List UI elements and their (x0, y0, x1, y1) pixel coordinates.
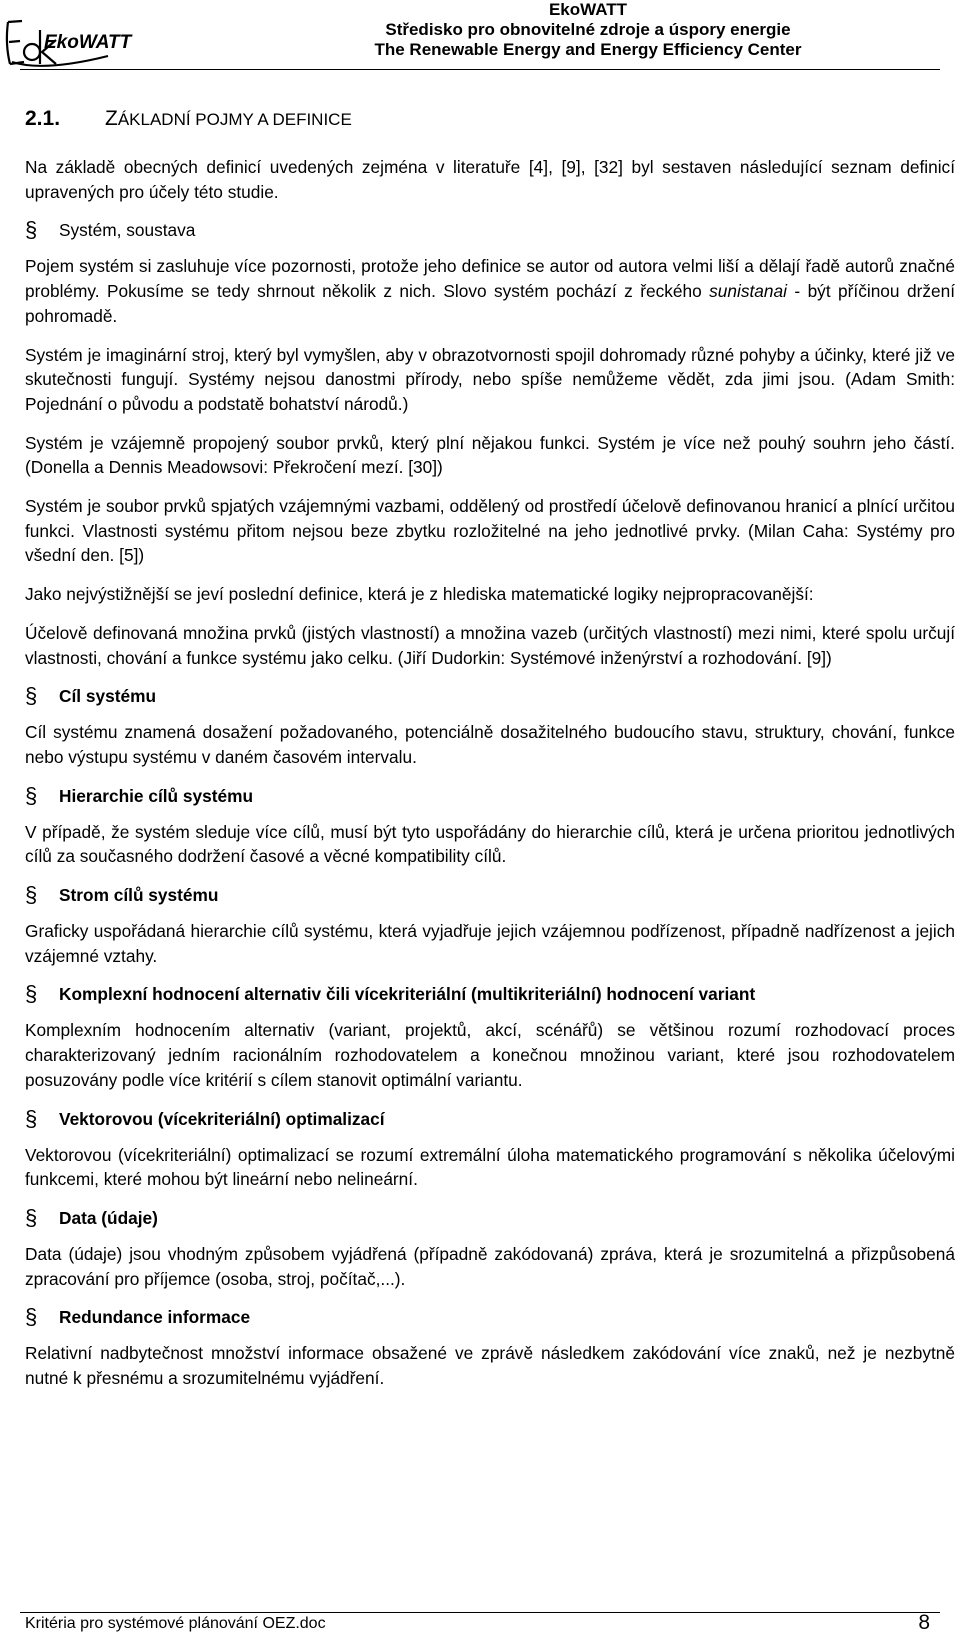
term-title: Cíl systému (59, 686, 157, 707)
page-header (0, 0, 960, 68)
logo-wordmark: EkoWATT (44, 32, 132, 53)
term-heading (25, 218, 955, 242)
header-subtitle-cz: Středisko pro obnovitelné zdroje a úspory energie (385, 20, 791, 39)
section-title (25, 106, 955, 133)
term-paragraph: Cíl systému znamená dosažení požadovaného, potenciálně dosažitelného budoucího stavu, struktury, chování, funkce nebo výstupu systému v daném časovém intervalu. (25, 722, 955, 767)
ekowatt-logo (4, 12, 132, 70)
document-body (25, 94, 955, 1405)
term-title: Systém, soustava (59, 220, 196, 241)
section-mark-icon: § (25, 1304, 38, 1330)
intro-paragraph: Na základě obecných definicí uvedených zejména v literatuře [4], [9], [32] byl sestaven následující seznam definicí upravených pro účely této studie. (25, 157, 955, 202)
header-subtitle-en: The Renewable Energy and Energy Efficiency Center (374, 40, 802, 59)
term-paragraph: Jako nejvýstižnější se jeví poslední definice, která je z hlediska matematické logiky nejpropracovanější: (25, 584, 814, 605)
term-heading (25, 684, 955, 708)
section-title-initial: Z (105, 107, 118, 130)
term-paragraph: Systém je vzájemně propojený soubor prvků, který plní nějakou funkci. Systém je více než pouhý souhrn jeho částí. (Donella a Dennis Meadowsovi: Překročení mezí. [30]) (25, 432, 955, 478)
section-mark-icon: § (25, 882, 38, 908)
section-mark-icon: § (25, 782, 38, 808)
section-mark-icon: § (25, 683, 38, 709)
term-paragraph: Data (údaje) jsou vhodným způsobem vyjádřená (případně zakódovaná) zpráva, která je srozumitelná a přizpůsobená zpracování pro příjemce (osoba, stroj, počítač,...). (25, 1243, 955, 1289)
header-text (263, 0, 913, 60)
section-number: 2.1. (25, 107, 61, 130)
term-heading (25, 1206, 955, 1230)
term-title: Data (údaje) (59, 1207, 158, 1228)
footer-doc-name: Kritéria pro systémové plánování OEZ.doc (25, 1615, 326, 1632)
section-mark-icon: § (25, 981, 38, 1007)
term-heading (25, 784, 955, 808)
term-title: Strom cílů systému (59, 885, 219, 906)
term-heading (25, 1305, 955, 1329)
section-mark-icon: § (25, 1204, 38, 1230)
term-title: Komplexní hodnocení alternativ čili vícekriteriální (multikriteriální) hodnocení variant (59, 984, 756, 1005)
term-paragraph: V případě, že systém sleduje více cílů, musí být tyto uspořádány do hierarchie cílů, která je určena prioritou jednotlivých cílů za současného dodržení časové a věcné kompatibility cílů. (25, 821, 955, 867)
term-paragraph: Vektorovou (vícekriteriální) optimalizací se rozumí extremální úloha matematického programování s několika účelovými funkcemi, které mohou být lineární nebo nelineární. (25, 1144, 955, 1190)
term-paragraph: Komplexním hodnocením alternativ (variant, projektů, akcí, scénářů) se většinou rozumí rozhodovací proces charakterizovaný jedním racionálním rozhodovatelem a konečnou množinou variant, které jsou rozhodovatelem posuzovány podle více kritérií s cílem stanovit optimální variantu. (25, 1020, 955, 1090)
page-number: 8 (918, 1611, 930, 1634)
term-paragraph (25, 254, 955, 328)
term-heading (25, 1107, 955, 1131)
header-divider (20, 69, 940, 70)
term-paragraph: Graficky uspořádaná hierarchie cílů systému, která vyjadřuje jejich vzájemnou podřízenost, případně nadřízenost a jejich vzájemné vztahy. (25, 921, 955, 966)
term-title: Redundance informace (59, 1307, 251, 1328)
term-paragraph: Systém je soubor prvků spjatých vzájemnými vazbami, oddělený od prostředí účelově definovanou hranicí a plnící určitou funkci. Vlastnosti systému přitom nejsou beze zbytku rozložitelné na jeho jednotlivé prvky. (Milan Caha: Systémy pro všední den. [5]) (25, 496, 955, 566)
term-heading (25, 883, 955, 907)
term-title: Hierarchie cílů systému (59, 785, 254, 806)
term-paragraph-text: Pojem systém si zasluhuje více pozornosti, protože jeho definice se autor od autora velmi liší a dělají řadě autorů značné problémy. Pokusíme se tedy shrnout několik z nich. Slovo systém pochází z řeckého sunistanai - být příčinou držení pohromadě. (25, 256, 955, 326)
section-title-rest: ÁKLADNÍ POJMY A DEFINICE (117, 110, 352, 129)
term-paragraph: Systém je imaginární stroj, který byl vymyšlen, aby v obrazotvornosti spojil dohromady různé pohyby a účinky, které již ve skutečnosti fungují. Systémy nejsou danostmi přírody, nebo spíše nemůžeme vědět, zda jimi jsou. (Adam Smith: Pojednání o původu a podstatě bohatství národů.) (25, 344, 955, 414)
section-mark-icon: § (25, 217, 38, 243)
term-paragraph: Relativní nadbytečnost množství informace obsažené ve zprávě následkem zakódování více znaků, než je nezbytně nutné k přesnému a srozumitelnému vyjádření. (25, 1343, 955, 1389)
section-mark-icon: § (25, 1105, 38, 1131)
header-org: EkoWATT (548, 0, 628, 19)
term-heading (25, 982, 955, 1006)
term-title: Vektorovou (vícekriteriální) optimalizací (59, 1108, 385, 1129)
term-paragraph: Účelově definovaná množina prvků (jistých vlastností) a množina vazeb (určitých vlastností) mezi nimi, které spolu určují vlastnosti, chování a funkce systému jako celku. (Jiří Dudorkin: Systémové inženýrství a rozhodování. [9]) (25, 622, 955, 668)
footer-divider (20, 1612, 940, 1613)
